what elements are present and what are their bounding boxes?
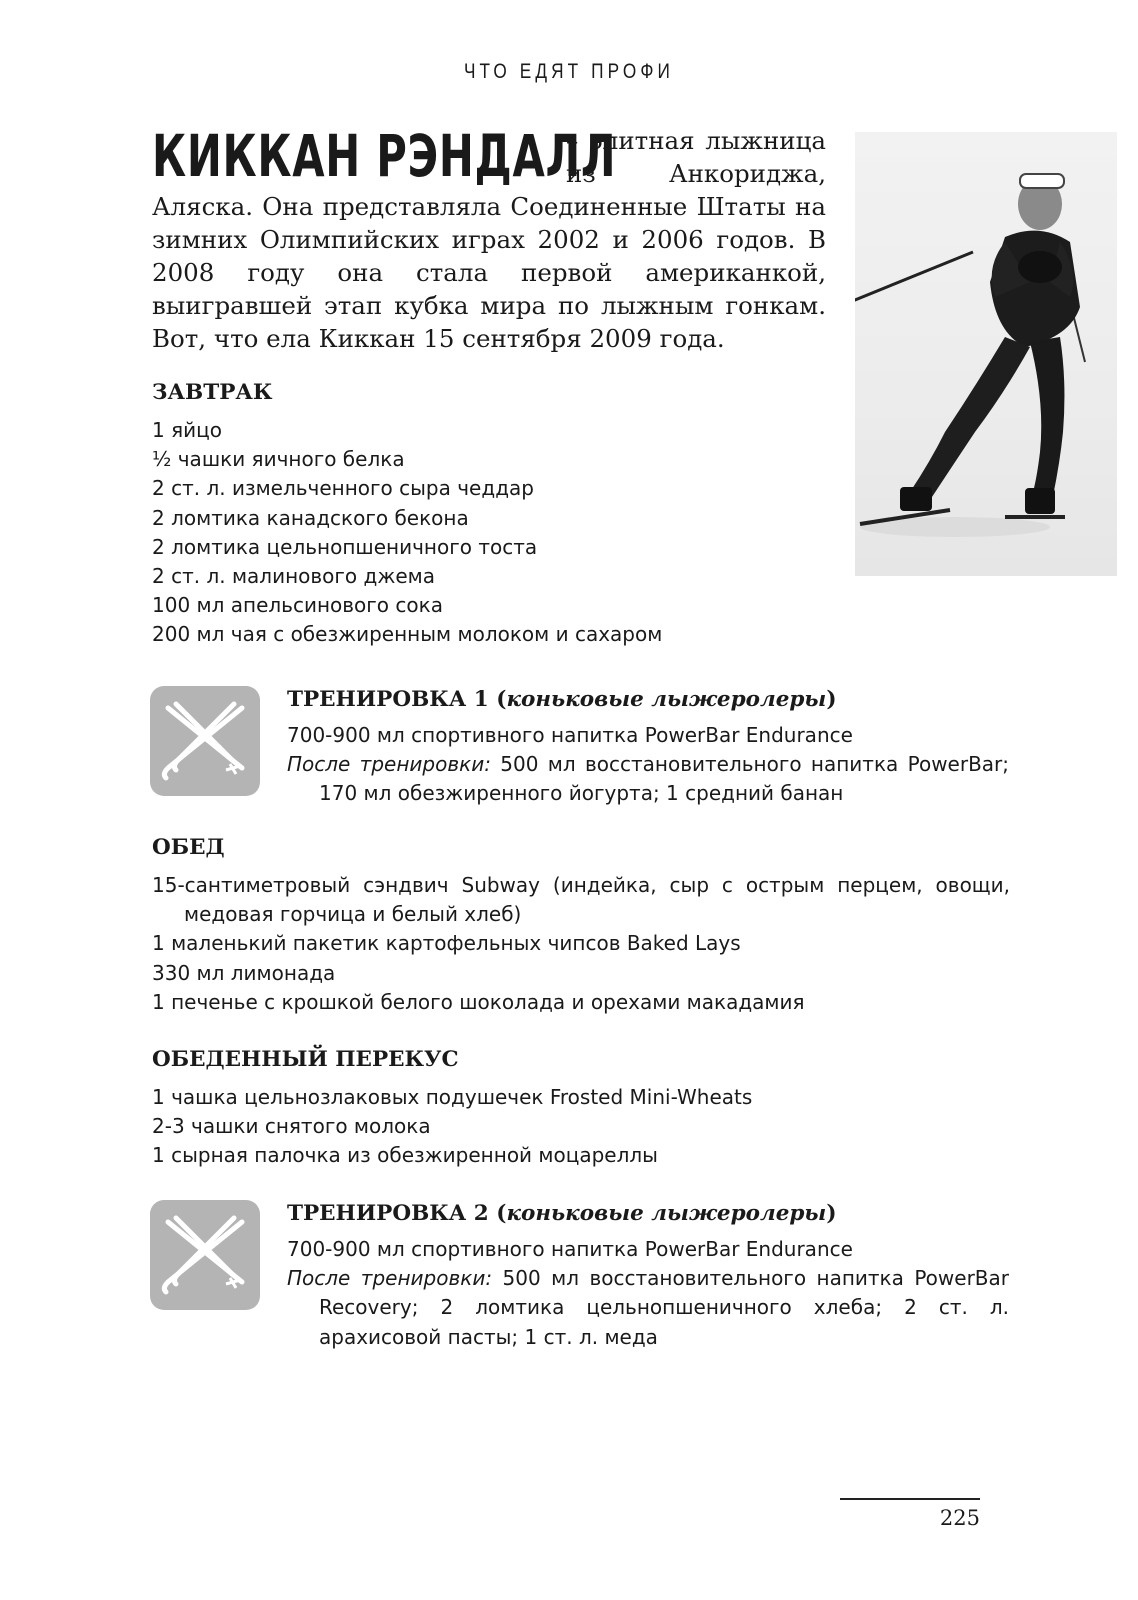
- workout2-drink: 700-900 мл спортивного напитка PowerBar Endurance: [287, 1237, 853, 1261]
- athlete-name: КИККАН РЭНДАЛЛ: [152, 122, 617, 190]
- workout2-heading: ТРЕНИРОВКА 2 (коньковые лыжеролеры): [287, 1201, 837, 1226]
- list-item: 2-3 чашки снятого молока: [152, 1114, 431, 1139]
- list-item: 2 ст. л. малинового джема: [152, 564, 435, 589]
- snack-heading: ОБЕДЕННЫЙ ПЕРЕКУС: [152, 1047, 459, 1072]
- running-head: ЧТО ЕДЯТ ПРОФИ: [463, 60, 675, 83]
- list-item: 15-сантиметровый сэндвич Subway (индейка, сыр с острым перцем, овощи, медовая горчица и белый хлеб): [152, 873, 1010, 927]
- list-item: 1 сырная палочка из обезжиренной моцареллы: [152, 1143, 658, 1168]
- list-item: 1 маленький пакетик картофельных чипсов Baked Lays: [152, 931, 741, 956]
- workout1-details: [287, 721, 1009, 809]
- lunch-heading: ОБЕД: [152, 835, 225, 860]
- breakfast-list: [152, 416, 1012, 650]
- workout1-after: После тренировки: 500 мл восстановительного напитка PowerBar; 170 мл обезжиренного йогурта; 1 средний банан: [287, 752, 1010, 806]
- footer-rule: [840, 1498, 980, 1500]
- breakfast-heading: ЗАВТРАК: [152, 380, 273, 405]
- list-item: 1 печенье с крошкой белого шоколада и орехами макадамия: [152, 989, 805, 1014]
- snack-list: [152, 1083, 1012, 1171]
- skis-icon: [150, 1200, 260, 1310]
- intro-paragraph: [152, 124, 826, 355]
- workout2-after: После тренировки: 500 мл восстановительного напитка PowerBar Recovery; 2 ломтика цельнопшеничного хлеба; 2 ст. л. арахисовой пасты; 1 ст. л. меда: [287, 1266, 1009, 1349]
- workout2-details: [287, 1235, 1009, 1352]
- list-item: 1 чашка цельнозлаковых подушечек Frosted Mini-Wheats: [152, 1085, 753, 1109]
- list-item: 330 мл лимонада: [152, 960, 336, 985]
- list-item: 200 мл чая с обезжиренным молоком и сахаром: [152, 622, 663, 647]
- intro-text: – элитная лыжница из Анкориджа, Аляска. Она представляла Соединенные Штаты на зимних Олимпийских играх 2002 и 2006 годов. В 2008 году она стала первой американкой, выигравшей этап кубка мира по лыжным гонкам. Вот, что ела Киккан 15 сентября 2009 года.: [152, 126, 826, 353]
- workout1-heading: ТРЕНИРОВКА 1 (коньковые лыжеролеры): [287, 687, 837, 712]
- lunch-list: [152, 871, 1010, 1017]
- list-item: 2 ломтика канадского бекона: [152, 505, 469, 530]
- list-item: 1 яйцо: [152, 418, 222, 442]
- list-item: 2 ломтика цельнопшеничного тоста: [152, 534, 538, 559]
- skis-icon: [150, 686, 260, 796]
- list-item: 2 ст. л. измельченного сыра чеддар: [152, 476, 534, 501]
- list-item: ½ чашки яичного белка: [152, 447, 405, 472]
- list-item: 100 мл апельсинового сока: [152, 593, 443, 618]
- page-number: 225: [939, 1506, 980, 1530]
- workout1-drink: 700-900 мл спортивного напитка PowerBar Endurance: [287, 723, 853, 747]
